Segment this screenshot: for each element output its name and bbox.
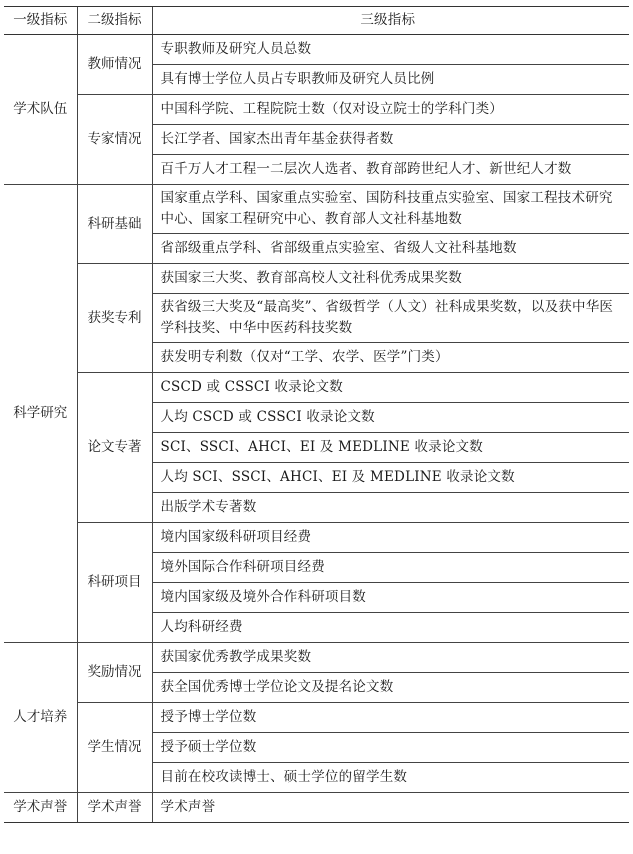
level-3-cell: 授予博士学位数 [152, 703, 629, 733]
table-row [4, 373, 629, 403]
level-2-cell: 论文专著 [77, 373, 152, 523]
level-2-cell: 科研项目 [77, 523, 152, 643]
header-level-1: 一级指标 [4, 7, 77, 35]
level-1-cell: 人才培养 [4, 643, 77, 793]
level-2-cell: 奖励情况 [77, 643, 152, 703]
level-3-cell: 获发明专利数（仅对“工学、农学、医学”门类） [152, 343, 629, 373]
table-row [4, 523, 629, 553]
level-3-cell: 境内国家级科研项目经费 [152, 523, 629, 553]
level-3-cell: 省部级重点学科、省部级重点实验室、省级人文社科基地数 [152, 234, 629, 264]
level-3-cell: 百千万人才工程一二层次人选者、教育部跨世纪人才、新世纪人才数 [152, 155, 629, 185]
level-2-cell: 专家情况 [77, 95, 152, 185]
level-3-cell: 专职教师及研究人员总数 [152, 35, 629, 65]
level-3-cell: 国家重点学科、国家重点实验室、国防科技重点实验室、国家工程技术研究中心、国家工程研究中心、教育部人文社科基地数 [152, 185, 629, 234]
level-3-cell: 目前在校攻读博士、硕士学位的留学生数 [152, 763, 629, 793]
header-row [4, 7, 629, 35]
table-row [4, 185, 629, 234]
indicator-table [4, 6, 629, 823]
level-3-cell: SCI、SSCI、AHCI、EI 及 MEDLINE 收录论文数 [152, 433, 629, 463]
level-2-cell: 获奖专利 [77, 264, 152, 373]
level-2-cell: 学术声誉 [77, 793, 152, 823]
header-level-2: 二级指标 [77, 7, 152, 35]
level-3-cell: 境外国际合作科研项目经费 [152, 553, 629, 583]
level-1-cell: 科学研究 [4, 185, 77, 643]
level-3-cell: 学术声誉 [152, 793, 629, 823]
level-3-cell: 获国家优秀教学成果奖数 [152, 643, 629, 673]
level-2-cell: 学生情况 [77, 703, 152, 793]
header-level-3: 三级指标 [152, 7, 629, 35]
table-row [4, 703, 629, 733]
table-row [4, 643, 629, 673]
level-3-cell: 长江学者、国家杰出青年基金获得者数 [152, 125, 629, 155]
level-3-cell: 出版学术专著数 [152, 493, 629, 523]
level-2-cell: 科研基础 [77, 185, 152, 264]
level-3-cell: 获省级三大奖及“最高奖”、省级哲学（人文）社科成果奖数，以及获中华医学科技奖、中华中医药科技奖数 [152, 294, 629, 343]
level-3-cell: 获国家三大奖、教育部高校人文社科优秀成果奖数 [152, 264, 629, 294]
level-3-cell: 人均科研经费 [152, 613, 629, 643]
table-row [4, 35, 629, 65]
table-row [4, 793, 629, 823]
level-3-cell: 人均 SCI、SSCI、AHCI、EI 及 MEDLINE 收录论文数 [152, 463, 629, 493]
level-3-cell: 人均 CSCD 或 CSSCI 收录论文数 [152, 403, 629, 433]
level-3-cell: 具有博士学位人员占专职教师及研究人员比例 [152, 65, 629, 95]
level-3-cell: 获全国优秀博士学位论文及提名论文数 [152, 673, 629, 703]
level-3-cell: 中国科学院、工程院院士数（仅对设立院士的学科门类） [152, 95, 629, 125]
table-row [4, 264, 629, 294]
level-1-cell: 学术声誉 [4, 793, 77, 823]
level-3-cell: 境内国家级及境外合作科研项目数 [152, 583, 629, 613]
level-1-cell: 学术队伍 [4, 35, 77, 185]
level-2-cell: 教师情况 [77, 35, 152, 95]
level-3-cell: CSCD 或 CSSCI 收录论文数 [152, 373, 629, 403]
level-3-cell: 授予硕士学位数 [152, 733, 629, 763]
table-row [4, 95, 629, 125]
